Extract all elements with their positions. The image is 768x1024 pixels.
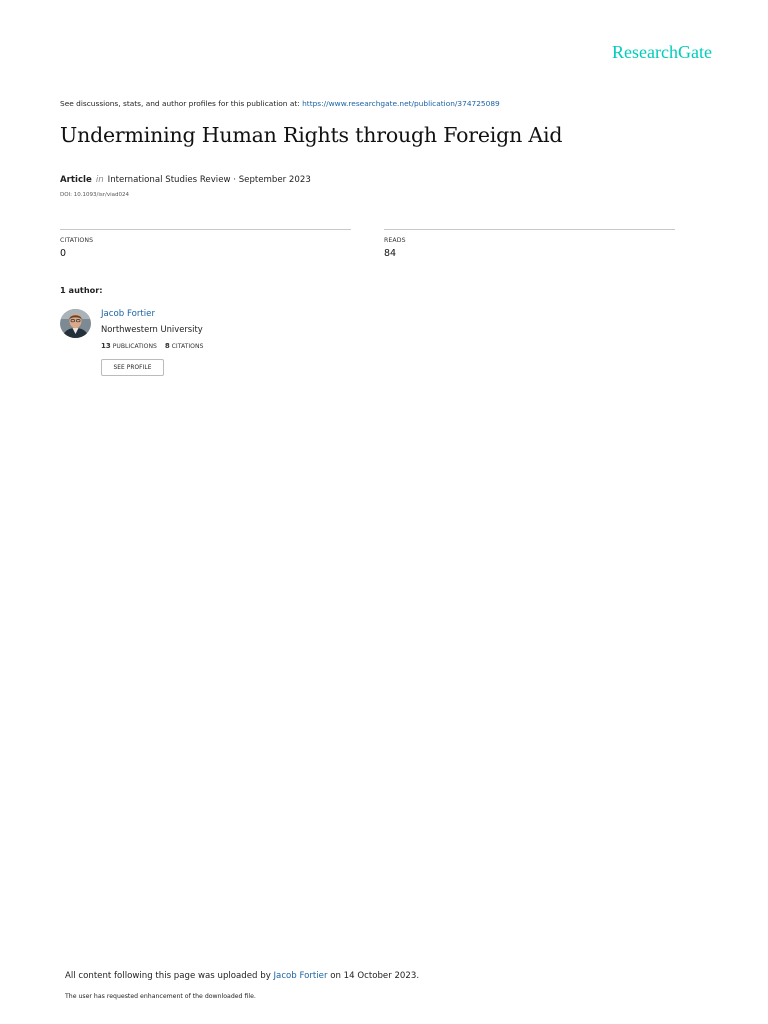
author-stats [101, 342, 203, 350]
doi: DOI: 10.1093/isr/viad024 [60, 192, 130, 198]
publications-count: 13 [101, 342, 111, 350]
researchgate-logo[interactable]: ResearchGate [612, 42, 712, 62]
upload-suffix: on 14 October 2023. [327, 971, 420, 981]
citations-stat [60, 229, 351, 259]
reads-label: READS [384, 237, 406, 244]
upload-prefix: All content following this page was uploaded by [65, 971, 274, 981]
see-profile-button[interactable]: SEE PROFILE [101, 359, 164, 376]
author-photo-icon[interactable] [60, 309, 91, 338]
publications-label: PUBLICATIONS [112, 343, 157, 350]
publication-meta [60, 175, 311, 185]
publication-title: Undermining Human Rights through Foreign Aid [60, 123, 563, 147]
citations-value: 0 [60, 248, 67, 259]
in-label: in [95, 175, 104, 185]
enhancement-note: The user has requested enhancement of the downloaded file. [65, 993, 256, 1000]
see-discussions-text: See discussions, stats, and author profiles for this publication at: [60, 99, 303, 108]
authors-heading: 1 author: [60, 285, 103, 295]
author-institution: Northwestern University [101, 324, 203, 334]
reads-stat [384, 229, 675, 259]
avatar-image [60, 309, 91, 338]
author-citations-count: 8 [164, 342, 170, 350]
see-discussions-line [60, 99, 500, 108]
author-name-link[interactable]: Jacob Fortier [101, 309, 155, 319]
uploader-link[interactable]: Jacob Fortier [273, 971, 328, 981]
publication-url-link[interactable]: https://www.researchgate.net/publication/374725089 [302, 99, 500, 108]
reads-value: 84 [384, 248, 397, 259]
publication-type: Article [60, 175, 92, 185]
upload-note [65, 971, 419, 981]
venue-date: International Studies Review · September 2023 [107, 175, 311, 185]
citations-label: CITATIONS [60, 237, 94, 244]
author-citations-label: CITATIONS [171, 343, 204, 350]
